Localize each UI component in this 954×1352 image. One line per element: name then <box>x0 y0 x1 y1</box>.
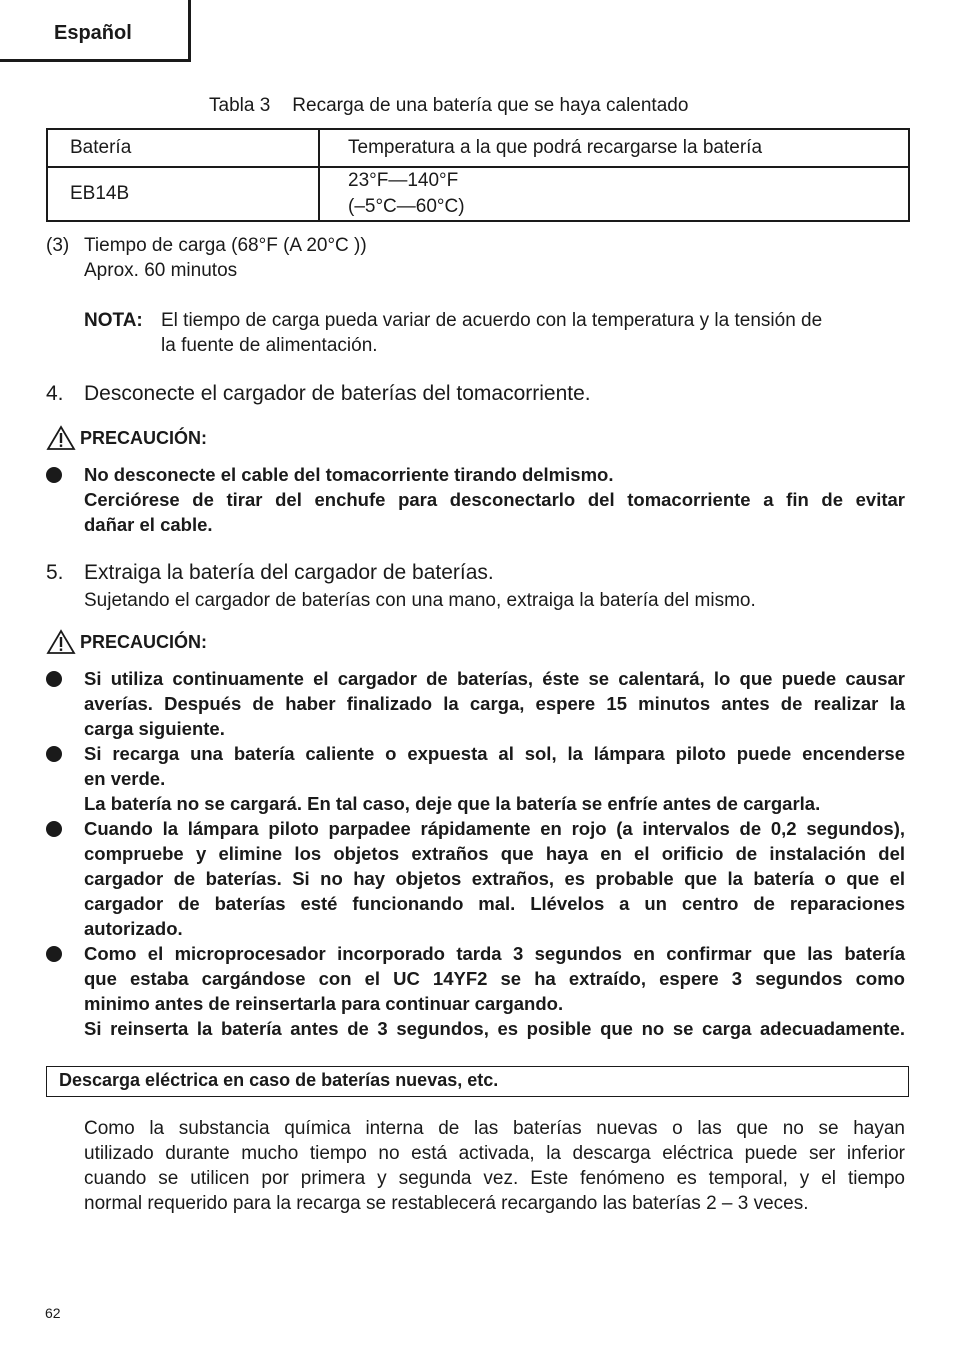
step-4-text: Desconecte el cargador de baterías del tomacorriente. <box>84 382 591 405</box>
table-caption-title: Recarga de una batería que se haya calentado <box>292 95 689 116</box>
bullet <box>46 467 62 483</box>
caution-2-item-4-line-2: que estaba cargándose con el UC 14YF2 se ha extraído, espere 3 segundos como <box>84 968 905 989</box>
section-paragraph-line-4: normal requerido para la recarga se restablecerá recargando las baterías 2 – 3 veces. <box>84 1193 809 1214</box>
table-caption <box>209 95 688 117</box>
caution-heading-2 <box>46 629 207 655</box>
caution-heading-1 <box>46 425 207 451</box>
caution-2-item-2-line-1: Si recarga una batería caliente o expuesta al sol, la lámpara piloto puede encenderse <box>84 743 905 764</box>
bullet <box>46 946 62 962</box>
caution-2-item-2-line-2: en verde. <box>84 768 166 789</box>
caution-1-line-2: Cerciórese de tirar del enchufe para desconectarlo del tomacorriente a fin de evitar <box>84 489 905 510</box>
table-header-row <box>47 129 909 167</box>
caution-2-item-3-line-2: compruebe y elimine los objetos extraños que haya en el orificio de instalación del <box>84 843 905 864</box>
step-4-number: 4. <box>46 382 64 405</box>
caution-1-line-3: dañar el cable. <box>84 514 213 535</box>
caution-2-item-3-line-3: cargador de baterías. Si no hay objetos extraños, es probable que la batería o que el <box>84 868 905 889</box>
charge-time-label: Tiempo de carga (68°F (A 20°C )) <box>84 235 367 256</box>
language-tab <box>0 0 191 62</box>
warning-icon <box>46 629 76 655</box>
step-5-title: Extraiga la batería del cargador de baterías. <box>84 561 494 584</box>
charge-time-number: (3) <box>46 235 70 256</box>
table-header-battery: Batería <box>47 129 319 167</box>
temp-celsius: (–5°C—60°C) <box>348 196 465 217</box>
section-paragraph-line-3: cuando se utilicen por primera y segunda vez. Este fenómeno es temporal, y el tiempo <box>84 1168 905 1189</box>
table-cell-temperature <box>319 167 909 221</box>
section-heading: Descarga eléctrica en caso de baterías nuevas, etc. <box>59 1070 499 1090</box>
table-row <box>47 167 909 221</box>
temp-fahrenheit: 23°F—140°F <box>348 170 459 191</box>
page-number: 62 <box>45 1305 61 1321</box>
charge-time-value: Aprox. 60 minutos <box>84 260 238 281</box>
bullet <box>46 746 62 762</box>
caution-2-item-3-line-1: Cuando la lámpara piloto parpadee rápidamente en rojo (a intervalos de 0,2 segundos), <box>84 818 905 839</box>
caution-label-2: PRECAUCIÓN: <box>80 631 208 652</box>
warning-icon <box>46 425 76 451</box>
caution-2-item-1-line-3: carga siguiente. <box>84 718 225 739</box>
caution-2-item-2-line-3: La batería no se cargará. En tal caso, deje que la batería se enfríe antes de cargarla. <box>84 793 821 814</box>
language-label: Español <box>54 22 132 44</box>
note-label: NOTA: <box>84 310 143 331</box>
step-5-number: 5. <box>46 561 64 584</box>
caution-2-item-4-line-3: minimo antes de reinsertarla para continuar cargando. <box>84 993 564 1014</box>
bullet <box>46 671 62 687</box>
caution-1-line-1: No desconecte el cable del tomacorriente tirando delmismo. <box>84 464 614 485</box>
battery-temperature-table <box>46 128 910 222</box>
section-paragraph-line-1: Como la substancia química interna de las baterías nuevas o las que no se hayan <box>84 1118 905 1139</box>
note-line-1: El tiempo de carga pueda variar de acuerdo con la temperatura y la tensión de <box>161 310 823 331</box>
step-5-text: Sujetando el cargador de baterías con una mano, extraiga la batería del mismo. <box>84 590 756 611</box>
table-cell-battery-model: EB14B <box>47 167 319 221</box>
caution-label-1: PRECAUCIÓN: <box>80 427 208 448</box>
caution-2-item-4-line-4: Si reinserta la batería antes de 3 segundos, es posible que no se carga adecuadamente. <box>84 1018 905 1039</box>
table-caption-label: Tabla 3 <box>209 95 271 116</box>
caution-2-item-4-line-1: Como el microprocesador incorporado tarda 3 segundos en confirmar que las batería <box>84 943 905 964</box>
section-heading-box <box>46 1066 909 1097</box>
caution-2-item-1-line-1: Si utiliza continuamente el cargador de baterías, éste se calentará, lo que puede causar <box>84 668 905 689</box>
caution-2-item-3-line-4: cargador de baterías esté funcionando mal. Llévelos a un centro de reparaciones <box>84 893 905 914</box>
caution-2-item-3-line-5: autorizado. <box>84 918 183 939</box>
caution-2-item-1-line-2: averías. Después de haber finalizado la carga, espere 15 minutos antes de realizar la <box>84 693 905 714</box>
table-header-temperature: Temperatura a la que podrá recargarse la batería <box>319 129 909 167</box>
note-line-2: la fuente de alimentación. <box>161 335 378 356</box>
section-paragraph-line-2: utilizado durante mucho tiempo no está activada, la descarga eléctrica puede ser inferior <box>84 1143 905 1164</box>
bullet <box>46 821 62 837</box>
